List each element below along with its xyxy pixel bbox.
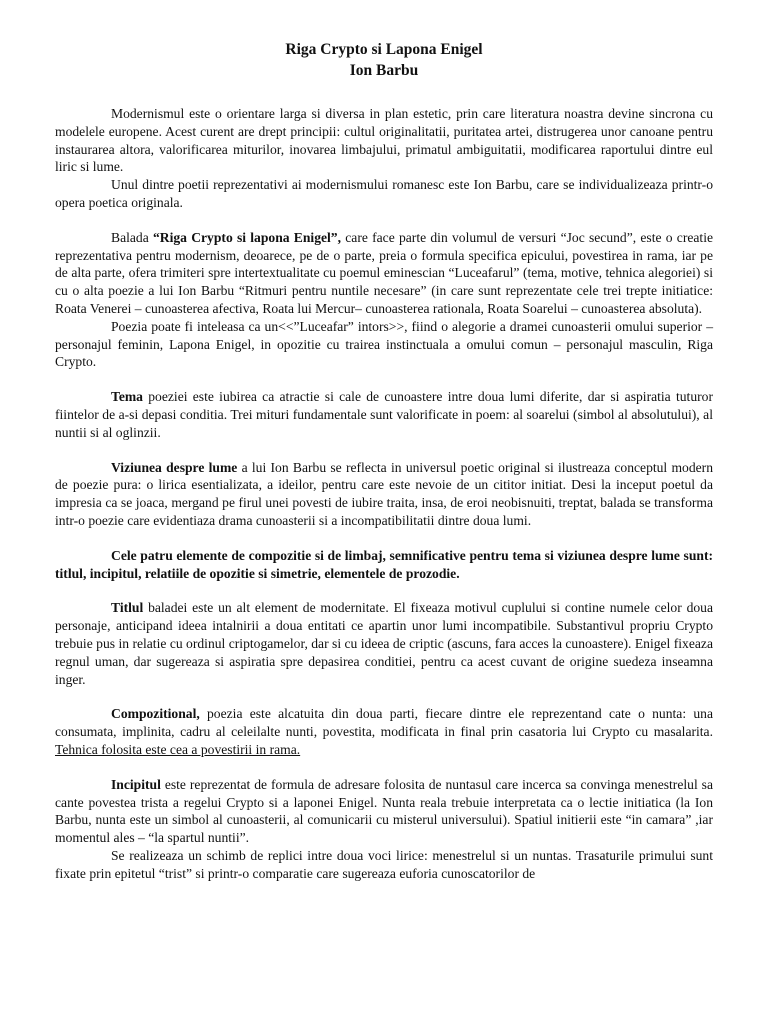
paragraph-bold: Cele patru elemente de compozitie si de limbaj, semnificative pentru tema si viziunea despre lume sunt: titlul, incipitul, relatiile de opozitie si simetrie, elementele de prozodie. [55, 547, 713, 581]
paragraph-compozitional [55, 705, 713, 758]
paragraph-bold: Tema [111, 389, 143, 405]
paragraph-underlined: Tehnica folosita este cea a povestirii in rama. [55, 741, 301, 757]
document-author: Ion Barbu [349, 62, 419, 79]
paragraph-luceafar [55, 318, 713, 371]
paragraph-tema [55, 388, 713, 441]
document-body [55, 105, 713, 882]
paragraph-text: poeziei este iubirea ca atractie si cale de cunoastere intre doua lumi diferite, dar si aspiratia tuturor fiintelor de a-si depasi conditia. Trei mituri fundamentale sunt valorificate in poem: al soarelui (simbol al absolutului), al nuntii si al oglinzii. [55, 389, 713, 440]
paragraph-incipitul [55, 776, 713, 847]
paragraph-modernism [55, 105, 713, 176]
document-title: Riga Crypto si Lapona Enigel [285, 41, 483, 58]
paragraph-bold: Viziunea despre lume [111, 459, 238, 475]
paragraph-elemente [55, 547, 713, 583]
paragraph-text: care face parte din volumul de versuri “Joc secund”, este o creatie reprezentativa pentru modernism, deoarece, pe de o parte, preia o formula specifica epicului, povestirea in rama, iar pe de alta parte, ofera trimiteri spre intertextualitate cu poemul eminescian “Luceafarul” (tema, motive, tehnica alegoriei) si cu o alta poezie a lui Ion Barbu “Ritmuri pentru nuntile necesare” (in care sunt reprezentate cele trei trepte initiatice: Roata Venerei – cunoasterea afectiva, Roata lui Mercur– cunoasterea rationala, Roata Soarelui – cunoasterea absoluta). [55, 229, 714, 316]
paragraph-bold: “Riga Crypto si lapona Enigel”, [152, 229, 342, 245]
paragraph-text: baladei este un alt element de modernitate. El fixeaza motivul cuplului si contine numele celor doua personaje, anticipand ideea intalnirii a doua entitati ce apartin unor lumi incompatibile. Substantivul propriu Crypto trebuie pus in relatie cu ordinul criptogamelor, dar si cu ideea de criptic (ascuns, fara acces la cunoastere). Enigel fixeaza regnul uman, dar sugereaza si aspiratia spre depasirea conditiei, pentru ca acest cuvant de origine suedeza inseamna inger. [55, 600, 713, 687]
paragraph-text: Poezia poate fi inteleasa ca un<<”Luceafar” intors>>, fiind o alegorie a dramei cunoasterii omului superior – personajul feminin, Lapona Enigel, in opozitie cu trairea instinctuala a omului comun – personajul masculin, Riga Crypto. [55, 318, 713, 370]
paragraph-lead: Balada [111, 229, 153, 245]
paragraph-balada [55, 229, 713, 318]
document-header [55, 40, 713, 81]
paragraph-ion-barbu [55, 176, 713, 212]
paragraph-text: a lui Ion Barbu se reflecta in universul poetic original si ilustreaza conceptul modern de poezie pura: o lirica esentializata, a ideilor, pentru care este nevoie de un cititor initiat. Desi la inceput poetul da impresia ca se joaca, mergand pe firul unei povesti de iubire traita, insa, de eroi neobisnuiti, treptat, balada se transforma intr-o poezie care evidentiaza drama cunoasterii si a incompatibilitatii dintre doua lumi. [55, 459, 713, 528]
paragraph-viziunea [55, 459, 713, 530]
paragraph-text: Modernismul este o orientare larga si diversa in plan estetic, prin care literatura noastra devine sincrona cu modelele europene. Acest curent are drept principii: cultul originalitatii, puritatea artei, distrugerea unor canoane pentru instaurarea altora, valorificarea miturilor, inovarea limbajului, primatul ambiguitatii, modificarea raportului dintre eul liric si lume. [55, 106, 713, 175]
paragraph-bold: Compozitional, [111, 706, 200, 722]
paragraph-text: Se realizeaza un schimb de replici intre doua voci lirice: menestrelul si un nuntas. Trasaturile primului sunt fixate prin epitetul “trist” si printr-o comparatie care sugereaza euforia cunoscatorilor de [55, 847, 713, 881]
paragraph-titlul [55, 599, 713, 688]
paragraph-text: Unul dintre poetii reprezentativi ai modernismului romanesc este Ion Barbu, care se individualizeaza printr-o opera poetica originala. [55, 177, 713, 210]
paragraph-text: este reprezentat de formula de adresare folosita de nuntasul care incerca sa convinga menestrelul sa cante povestea trista a regelui Crypto si a laponei Enigel. Nunta reala trebuie interpretata ca o lectie initiatica (la Ion Barbu, nunta este un simbol al cunoasterii, al comunicarii cu misterul universului). Spatiul initierii este “in camara” ,iar momentul ales – “la spartul nuntii”. [55, 776, 713, 846]
paragraph-text: poezia este alcatuita din doua parti, fiecare dintre ele reprezentand cate o nunta: una consumata, implinita, cadru al celeilalte nunti, povestita, modificata in final prin casatoria lui Crypto cu masalarita. [55, 706, 713, 740]
paragraph-bold: Titlul [111, 600, 144, 616]
paragraph-bold: Incipitul [111, 776, 161, 792]
paragraph-replici [55, 847, 713, 883]
